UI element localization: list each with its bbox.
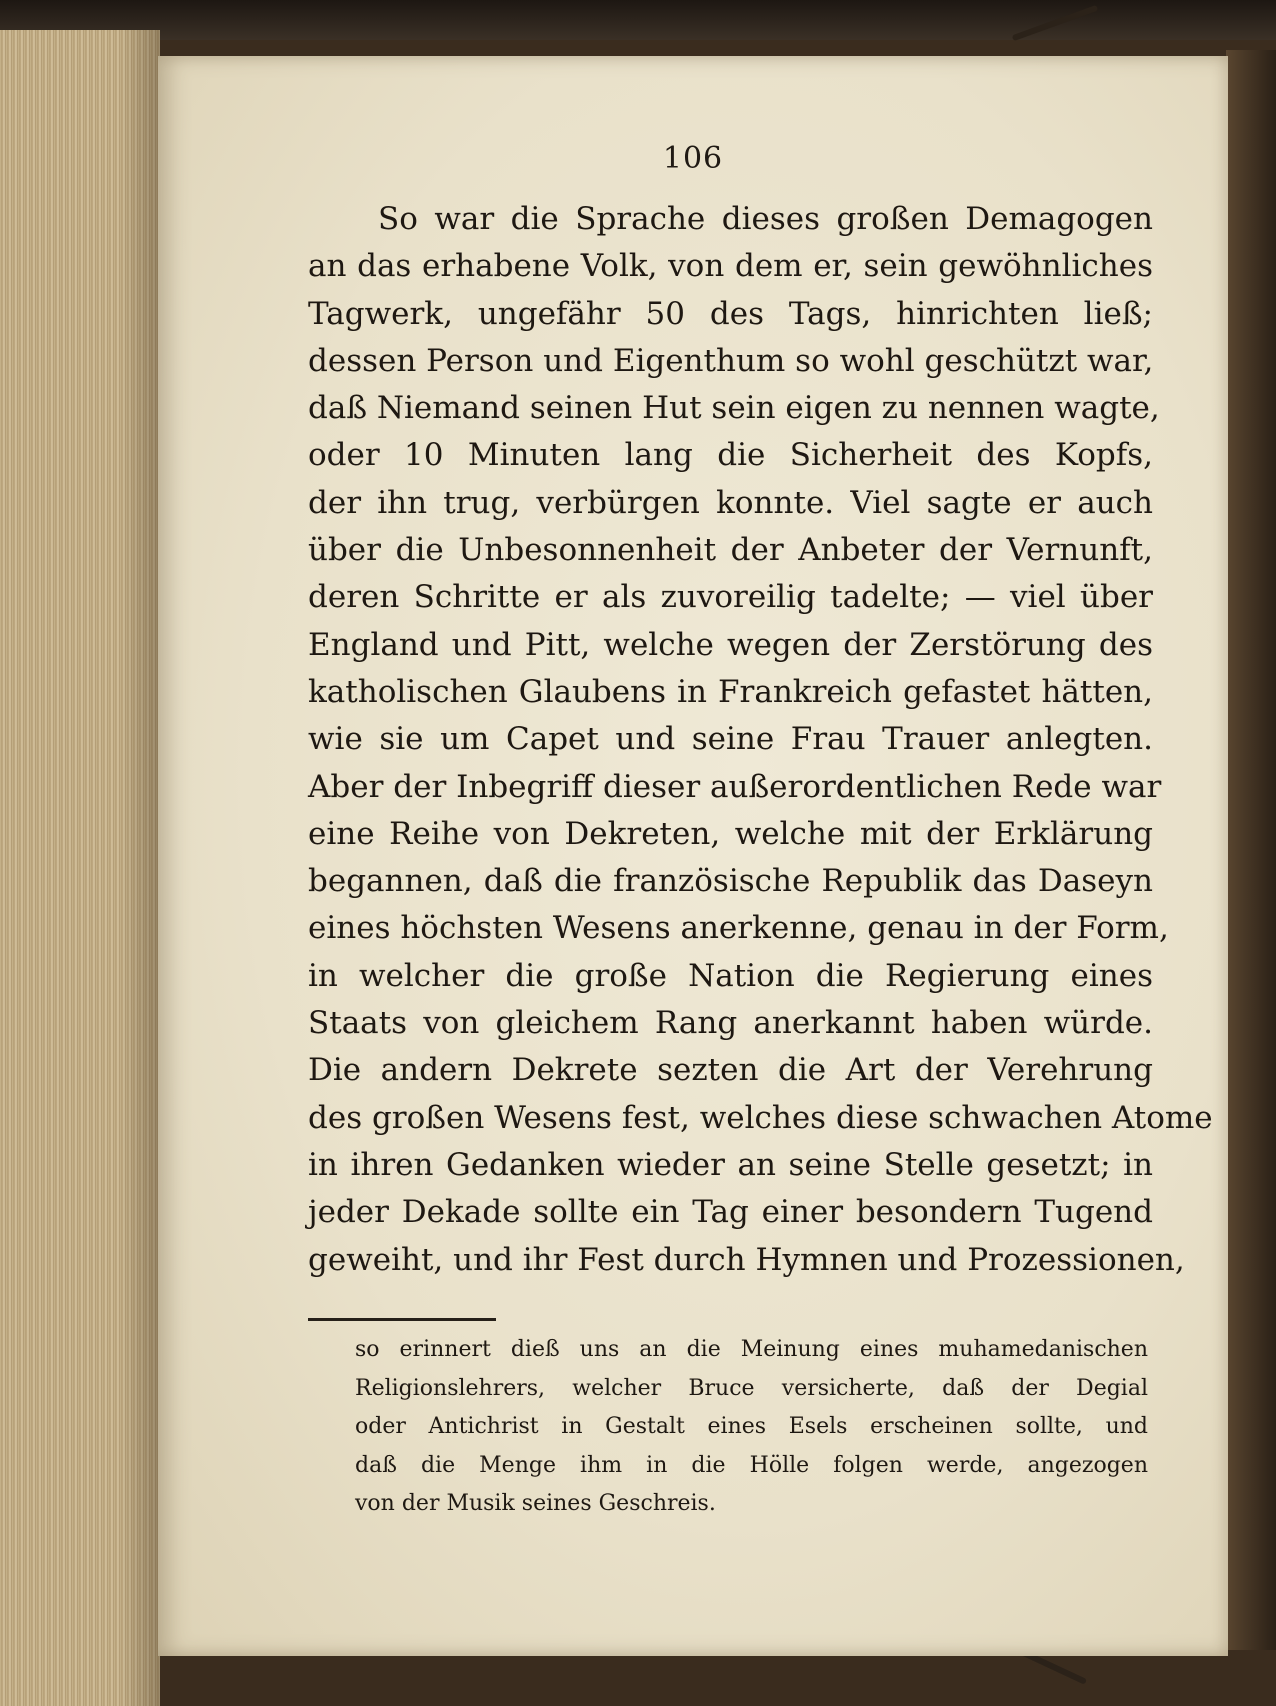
text-line: eines höchsten Wesens anerkenne, genau in der Form,: [308, 910, 1169, 947]
text-line: England und Pitt, welche wegen der Zerstörung des: [308, 626, 1153, 663]
text-line: an das erhabene Volk, von dem er, sein gewöhnliches: [308, 248, 1153, 285]
text-line: So war die Sprache dieses großen Demagogen: [378, 201, 1153, 237]
text-line: Tagwerk, ungefähr 50 des Tags, hinrichten ließ;: [308, 295, 1153, 332]
text-line: des großen Wesens fest, welches diese schwachen Atome: [308, 1099, 1213, 1136]
text-line: Staats von gleichem Rang anerkannt haben würde.: [308, 1005, 1153, 1042]
page-number: 106: [662, 141, 724, 176]
text-line: deren Schritte er als zuvoreilig tadelte; — viel über: [308, 579, 1153, 616]
footnote-line: so erinnert dieß uns an die Meinung eines muhamedanischen: [355, 1337, 1148, 1362]
left-page-edges: [0, 30, 160, 1706]
footnote-rule: [308, 1318, 496, 1321]
footnote-block: [355, 1331, 1148, 1524]
text-line: daß Niemand seinen Hut sein eigen zu nennen wagte,: [308, 390, 1160, 427]
book-page: [158, 56, 1228, 1656]
footnote-line: von der Musik seines Geschreis.: [355, 1491, 716, 1516]
footnote-line: daß die Menge ihm in die Hölle folgen werde, angezogen: [355, 1452, 1148, 1478]
text-line: katholischen Glaubens in Frankreich gefastet hätten,: [308, 673, 1153, 710]
right-page-edge: [1226, 50, 1276, 1650]
text-line: eine Reihe von Dekreten, welche mit der Erklärung: [308, 815, 1153, 852]
text-line: oder 10 Minuten lang die Sicherheit des Kopfs,: [308, 437, 1153, 474]
text-line: Die andern Dekrete sezten die Art der Verehrung: [308, 1052, 1153, 1089]
main-text-block: [308, 196, 1213, 1284]
text-line: jeder Dekade sollte ein Tag einer besondern Tugend: [308, 1194, 1153, 1231]
text-line: begannen, daß die französische Republik das Daseyn: [308, 863, 1153, 900]
text-line: Aber der Inbegriff dieser außerordentlichen Rede war: [308, 768, 1162, 805]
text-line: über die Unbesonnenheit der Anbeter der Vernunft,: [308, 532, 1153, 569]
text-line: geweiht, und ihr Fest durch Hymnen und Prozessionen,: [308, 1241, 1185, 1278]
text-line: in ihren Gedanken wieder an seine Stelle gesetzt; in: [308, 1146, 1153, 1183]
text-line: dessen Person und Eigenthum so wohl geschützt war,: [308, 342, 1154, 379]
text-line: der ihn trug, verbürgen konnte. Viel sagte er auch: [308, 484, 1153, 521]
top-binding-band: [0, 0, 1276, 40]
footnote-line: oder Antichrist in Gestalt eines Esels erscheinen sollte, und: [355, 1414, 1148, 1439]
text-line: wie sie um Capet und seine Frau Trauer anlegten.: [308, 721, 1153, 758]
text-line: in welcher die große Nation die Regierung eines: [308, 957, 1153, 994]
footnote-line: Religionslehrers, welcher Bruce versicherte, daß der Degial: [355, 1375, 1148, 1401]
